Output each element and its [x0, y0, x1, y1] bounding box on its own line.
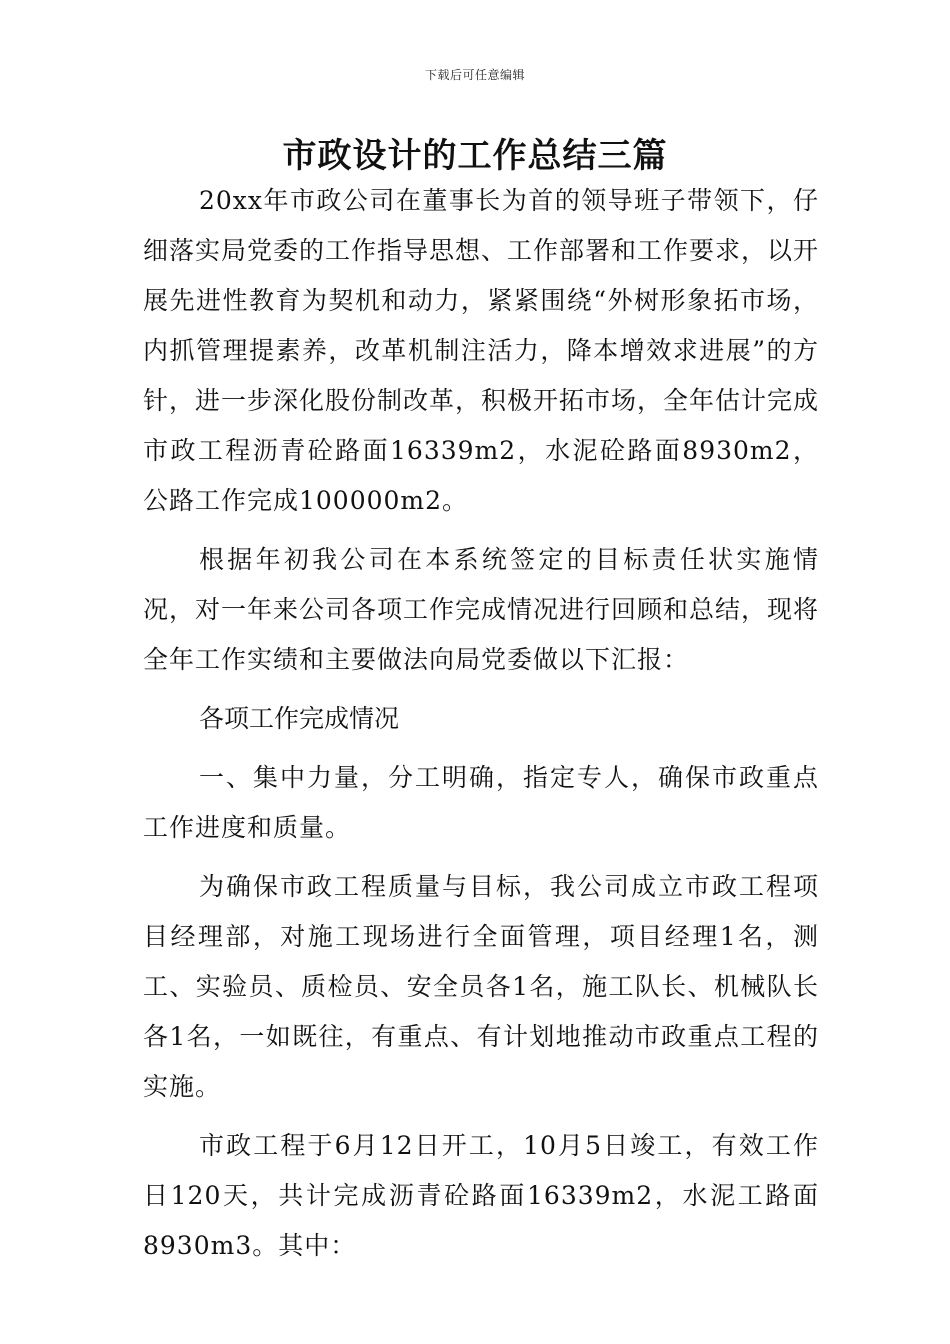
paragraph-schedule: 市政工程于6月12日开工，10月5日竣工，有效工作日120天，共计完成沥青砼路面16339m2，水泥工路面8930m3。其中：	[143, 1131, 819, 1260]
paragraph-report-intro: 根据年初我公司在本系统签定的目标责任状实施情况，对一年来公司各项工作完成情况进行回顾和总结，现将全年工作实绩和主要做法向局党委做以下汇报：	[143, 545, 820, 674]
document-title: 市政设计的工作总结三篇	[282, 136, 668, 176]
document-body	[143, 176, 819, 1271]
paragraph-intro: 20xx年市政公司在董事长为首的领导班子带领下，仔细落实局党委的工作指导思想、工作部署和工作要求，以开展先进性教育为契机和动力，紧紧围绕“外树形象拓市场，内抓管理提素养，改革机制注活力，降本增效求进展”的方针，进一步深化股份制改革，积极开拓市场，全年估计完成市政工程沥青砼路面16339m2，水泥砼路面8930m2，公路工作完成100000m2。	[143, 186, 820, 515]
section-heading: 各项工作完成情况	[199, 704, 400, 733]
header-note: 下载后可任意编辑	[424, 68, 525, 82]
paragraph-project-dept: 为确保市政工程质量与目标，我公司成立市政工程项目经理部，对施工现场进行全面管理，项目经理1名，测工、实验员、质检员、安全员各1名，施工队长、机械队长各1名，一如既往，有重点、有计划地推动市政重点工程的实施。	[143, 872, 819, 1101]
paragraph-item-one: 一、集中力量，分工明确，指定专人，确保市政重点工作进度和质量。	[143, 763, 819, 842]
